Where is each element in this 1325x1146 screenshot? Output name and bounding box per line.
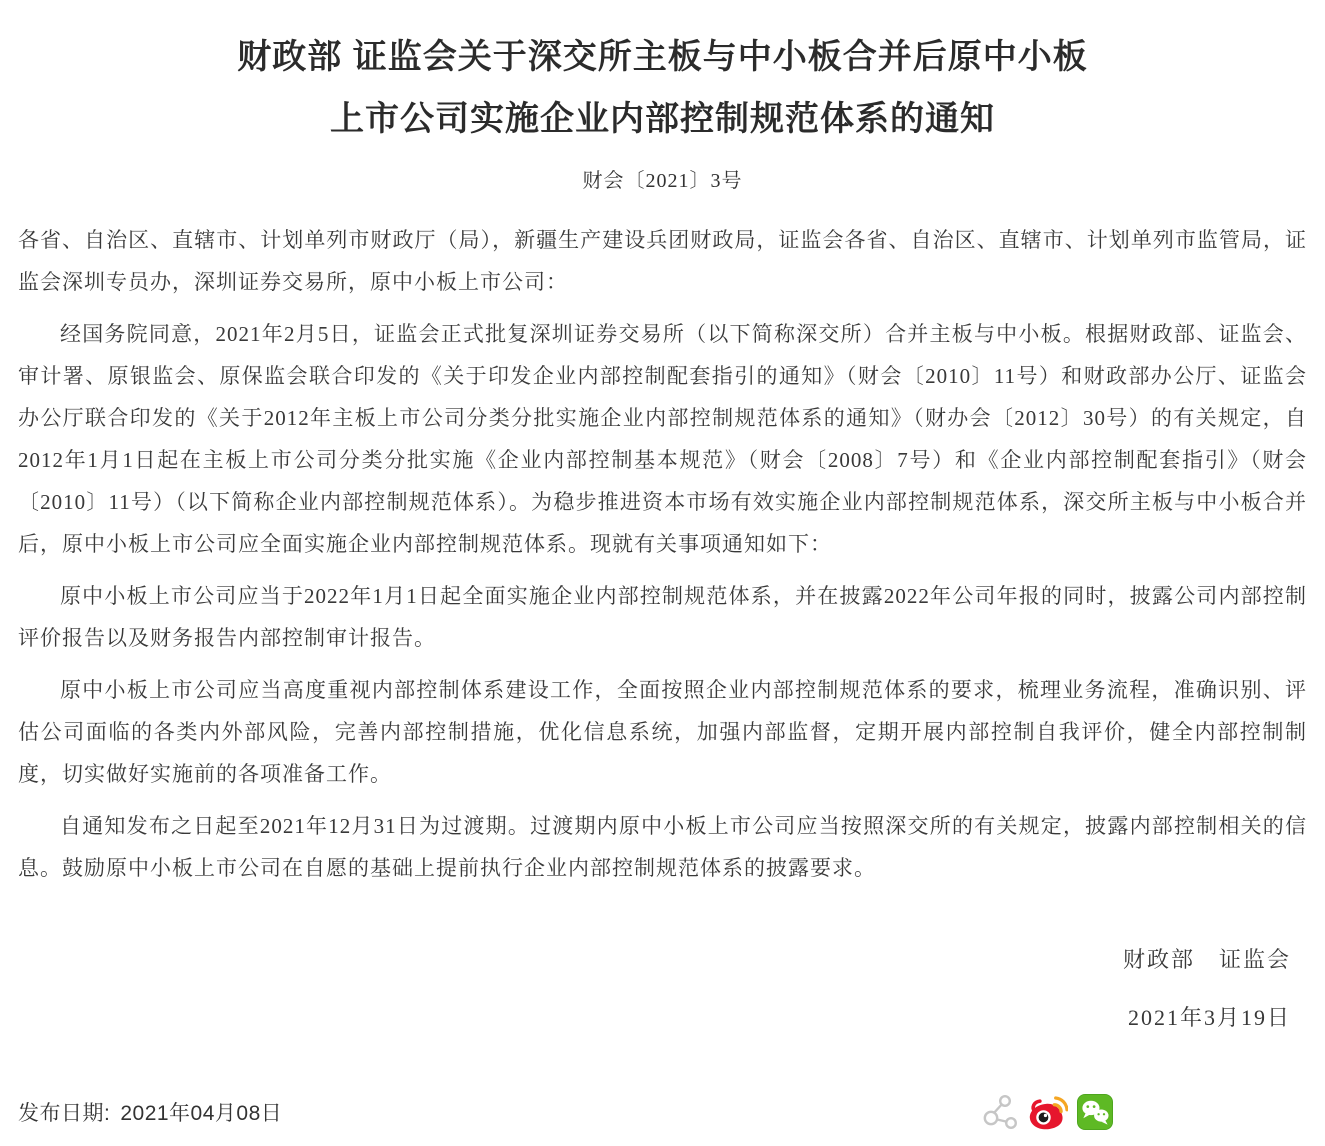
document-body bbox=[18, 219, 1307, 889]
share-icon[interactable] bbox=[983, 1093, 1019, 1131]
body-paragraph-3: 原中小板上市公司应当高度重视内部控制体系建设工作，全面按照企业内部控制规范体系的要求，梳理业务流程，准确识别、评估公司面临的各类内外部风险，完善内部控制措施，优化信息系统，加强内部监督，定期开展内部控制自我评价，健全内部控制制度，切实做好实施前的各项准备工作。 bbox=[18, 678, 1307, 786]
signature-date: 2021年3月19日 bbox=[1127, 1005, 1291, 1030]
weibo-icon[interactable] bbox=[1028, 1093, 1068, 1131]
title-line-2: 上市公司实施企业内部控制规范体系的通知 bbox=[330, 100, 995, 138]
publish-date-value: 2021年04月08日 bbox=[120, 1102, 283, 1125]
salutation-paragraph: 各省、自治区、直辖市、计划单列市财政厅（局），新疆生产建设兵团财政局，证监会各省、自治区、直辖市、计划单列市监管局，证监会深圳专员办，深圳证券交易所，原中小板上市公司： bbox=[18, 228, 1307, 294]
signature-org: 财政部 证监会 bbox=[1122, 947, 1291, 972]
body-paragraph-4: 自通知发布之日起至2021年12月31日为过渡期。过渡期内原中小板上市公司应当按照深交所的有关规定，披露内部控制相关的信息。鼓励原中小板上市公司在自愿的基础上提前执行企业内部控制规范体系的披露要求。 bbox=[18, 814, 1307, 880]
document-title bbox=[18, 26, 1307, 150]
footer-bar bbox=[18, 1088, 1325, 1136]
body-paragraph-2: 原中小板上市公司应当于2022年1月1日起全面实施企业内部控制规范体系，并在披露2022年公司年报的同时，披露公司内部控制评价报告以及财务报告内部控制审计报告。 bbox=[18, 584, 1307, 650]
share-icons-group bbox=[983, 1093, 1113, 1131]
document-number: 财会〔2021〕3号 bbox=[582, 170, 743, 192]
document-page bbox=[0, 26, 1325, 1146]
wechat-icon[interactable] bbox=[1077, 1094, 1113, 1130]
signature-block bbox=[18, 945, 1307, 1033]
body-paragraph-1: 经国务院同意，2021年2月5日，证监会正式批复深圳证券交易所（以下简称深交所）合并主板与中小板。根据财政部、证监会、审计署、原银监会、原保监会联合印发的《关于印发企业内部控制配套指引的通知》（财会〔2010〕11号）和财政部办公厅、证监会办公厅联合印发的《关于2012年主板上市公司分类分批实施企业内部控制规范体系的通知》（财办会〔2012〕30号）的有关规定，自2012年1月1日起在主板上市公司分类分批实施《企业内部控制基本规范》（财会〔2008〕7号）和《企业内部控制配套指引》（财会〔2010〕11号）（以下简称企业内部控制规范体系）。为稳步推进资本市场有效实施企业内部控制规范体系，深交所主板与中小板合并后，原中小板上市公司应全面实施企业内部控制规范体系。现就有关事项通知如下： bbox=[18, 322, 1307, 556]
title-line-1: 财政部 证监会关于深交所主板与中小板合并后原中小板 bbox=[237, 38, 1088, 76]
publish-date bbox=[18, 1097, 282, 1127]
publish-date-label: 发布日期: bbox=[18, 1102, 111, 1125]
